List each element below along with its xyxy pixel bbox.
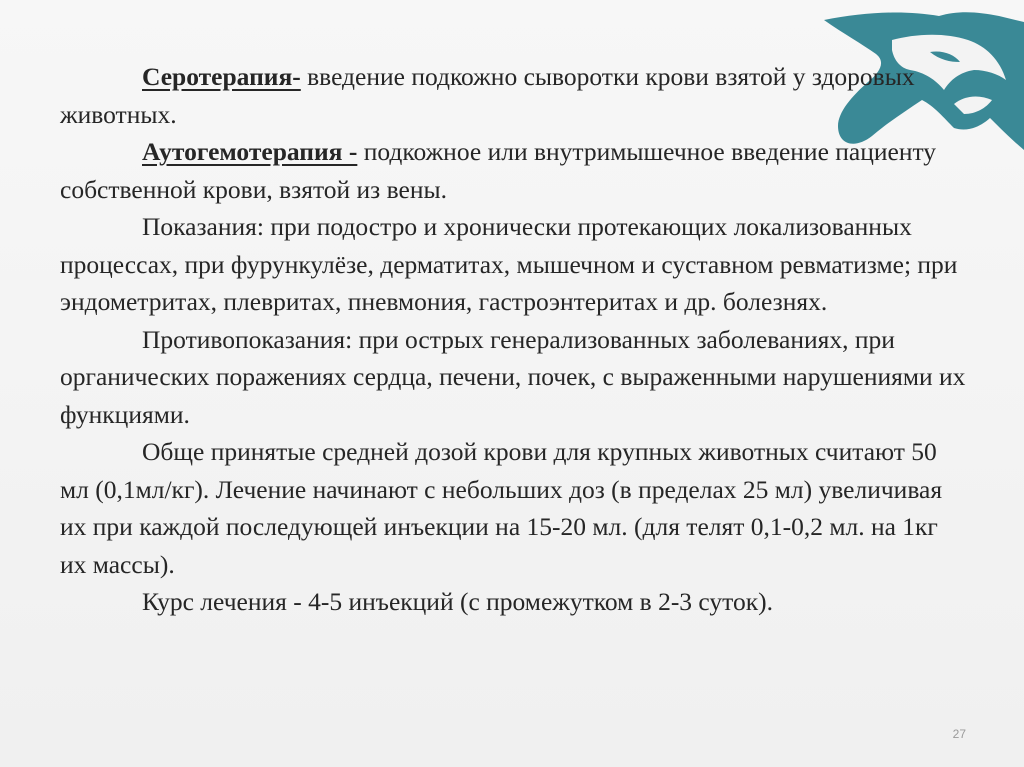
page-number: 27 bbox=[952, 727, 966, 741]
paragraph-autohemotherapy bbox=[60, 133, 970, 208]
paragraph-course: Курс лечения - 4-5 инъекций (с промежутком в 2-3 суток). bbox=[142, 587, 773, 616]
term-autohemotherapy: Аутогемотерапия - bbox=[142, 137, 358, 166]
paragraph-indications: Показания: при подостро и хронически протекающих локализованных процессах, при фурункулёзе, дерматитах, мышечном и суставном ревматизме; при эндометритах, плевритах, пневмония, гастроэнтеритах и др. болезнях. bbox=[60, 212, 958, 316]
paragraph-dosage: Обще принятые средней дозой крови для крупных животных считают 50 мл (0,1мл/кг). Лечение начинают с небольших доз (в пределах 25 мл) увеличивая их при каждой последующей инъекции на 15-20 мл. (для телят 0,1-0,2 мл. на 1кг их массы). bbox=[60, 437, 943, 579]
slide-content bbox=[60, 58, 970, 621]
definition-serotherapy: введение подкожно сыворотки крови взятой у здоровых животных. bbox=[60, 62, 915, 129]
definition-autohemotherapy: подкожное или внутримышечное введение пациенту собственной крови, взятой из вены. bbox=[60, 137, 937, 204]
paragraph-serotherapy bbox=[60, 58, 970, 133]
paragraph-contraindications: Противопоказания: при острых генерализованных заболеваниях, при органических поражениях сердца, печени, почек, с выраженными нарушениями их функциями. bbox=[60, 324, 966, 429]
term-serotherapy: Серотерапия- bbox=[142, 62, 301, 91]
